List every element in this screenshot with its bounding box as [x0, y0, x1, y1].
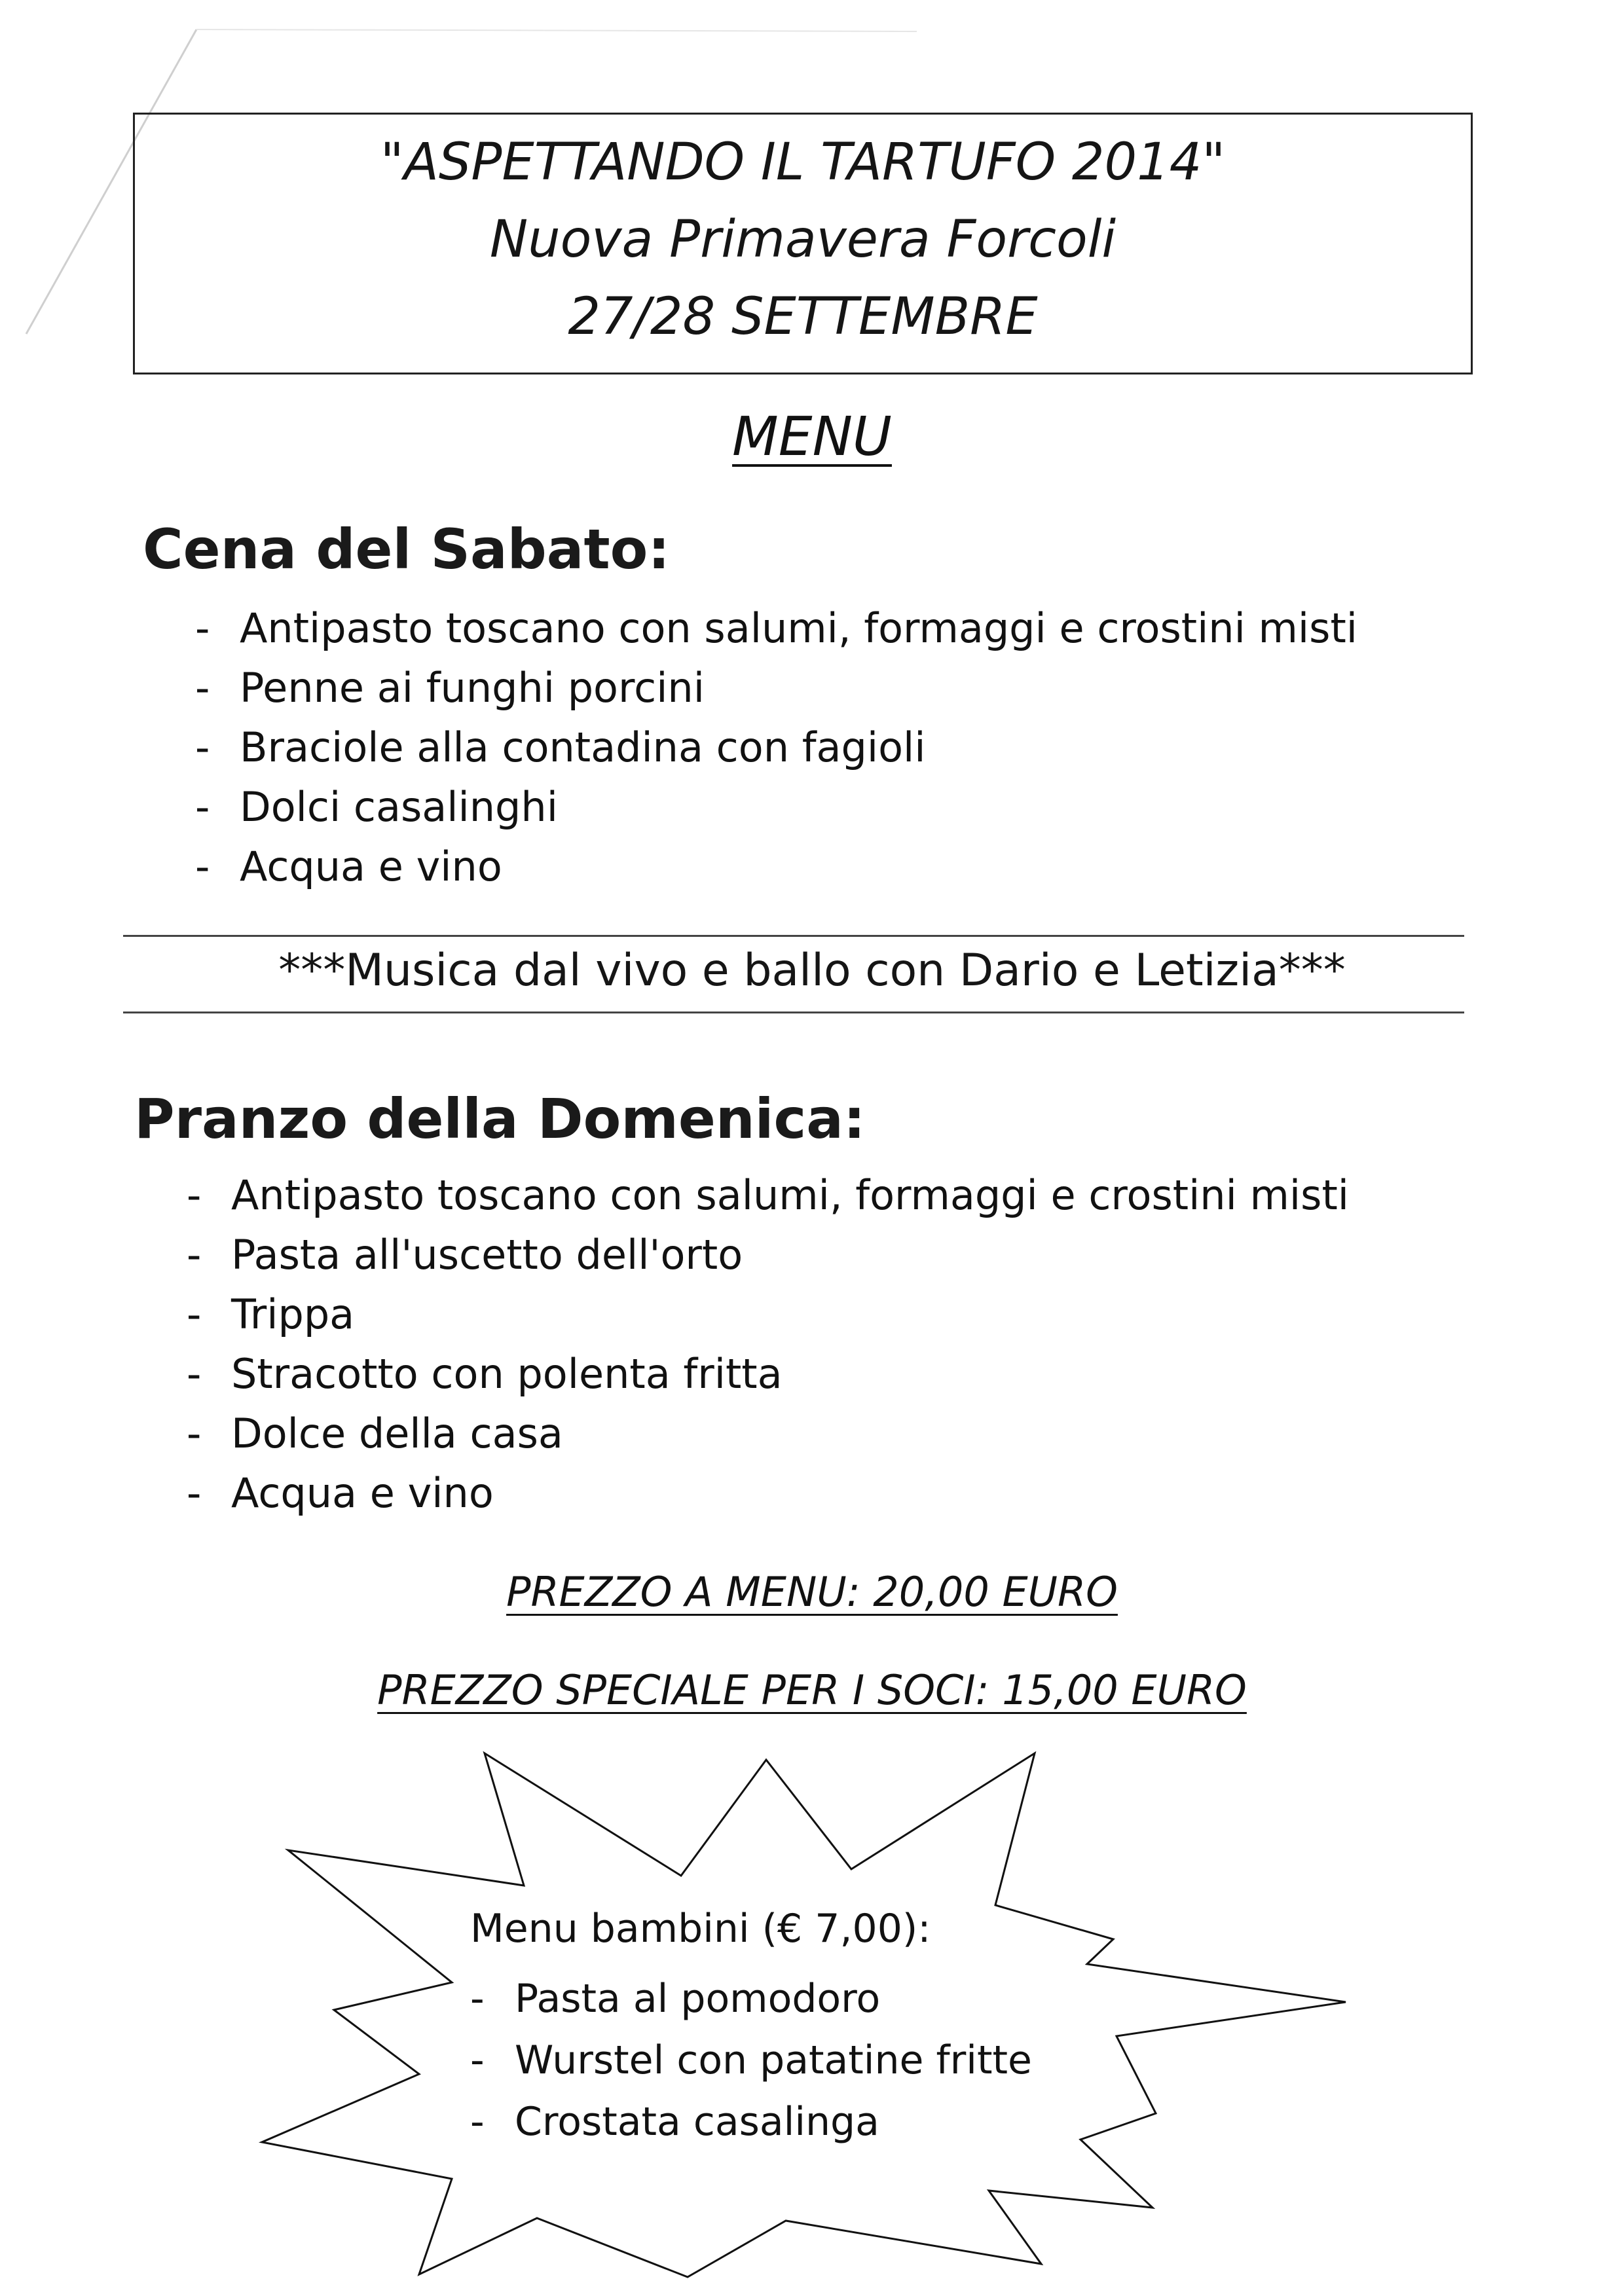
event-dates: 27/28 SETTEMBRE [568, 287, 1038, 346]
member-price: PREZZO SPECIALE PER I SOCI: 15,00 EURO [377, 1666, 1247, 1714]
list-item: - Acqua e vino [195, 843, 502, 890]
event-location: Nuova Primavera Forcoli [489, 210, 1116, 269]
list-item: - Braciole alla contadina con fagioli [195, 723, 926, 771]
list-item: - Wurstel con patatine fritte [470, 2037, 1032, 2083]
list-item: - Pasta all'uscetto dell'orto [187, 1231, 743, 1279]
course-name: Trippa [231, 1290, 355, 1338]
saturday-heading: Cena del Sabato: [143, 517, 670, 581]
course-name: Acqua e vino [240, 843, 502, 890]
event-title: "ASPETTANDO IL TARTUFO 2014" [380, 133, 1226, 192]
list-item: - Dolci casalinghi [195, 783, 558, 831]
list-item: - Antipasto toscano con salumi, formaggi e crostini misti [187, 1171, 1349, 1219]
course-name: Dolci casalinghi [240, 783, 558, 831]
menu-price: PREZZO A MENU: 20,00 EURO [506, 1568, 1118, 1616]
list-item: - Crostata casalinga [470, 2099, 879, 2145]
kids-menu [470, 1897, 1032, 2153]
kids-course-name: Crostata casalinga [515, 2099, 879, 2145]
kids-menu-title: Menu bambini (€ 7,00): [470, 1906, 931, 1952]
list-item: - Stracotto con polenta fritta [187, 1350, 783, 1398]
menu-heading: MENU [732, 406, 892, 468]
list-item: - Pasta al pomodoro [470, 1976, 881, 2022]
kids-course-name: Pasta al pomodoro [515, 1976, 881, 2022]
course-name: Acqua e vino [231, 1469, 494, 1517]
course-name: Dolce della casa [231, 1410, 563, 1457]
course-name: Braciole alla contadina con fagioli [240, 723, 926, 771]
kids-course-name: Wurstel con patatine fritte [515, 2037, 1032, 2083]
list-item: - Dolce della casa [187, 1410, 563, 1457]
list-item: - Penne ai funghi porcini [195, 664, 705, 712]
list-item: - Antipasto toscano con salumi, formaggi e crostini misti [195, 604, 1357, 652]
course-name: Antipasto toscano con salumi, formaggi e crostini misti [231, 1171, 1349, 1219]
course-name: Pasta all'uscetto dell'orto [231, 1231, 743, 1279]
course-name: Stracotto con polenta fritta [231, 1350, 783, 1398]
kids-menu-list [470, 1968, 1032, 2153]
course-name: Antipasto toscano con salumi, formaggi e crostini misti [240, 604, 1357, 652]
course-name: Penne ai funghi porcini [240, 664, 705, 712]
sunday-heading: Pranzo della Domenica: [134, 1087, 866, 1151]
list-item: - Trippa [187, 1290, 355, 1338]
list-item: - Acqua e vino [187, 1469, 494, 1517]
entertainment-note: ***Musica dal vivo e ballo con Dario e Letizia*** [278, 945, 1346, 996]
